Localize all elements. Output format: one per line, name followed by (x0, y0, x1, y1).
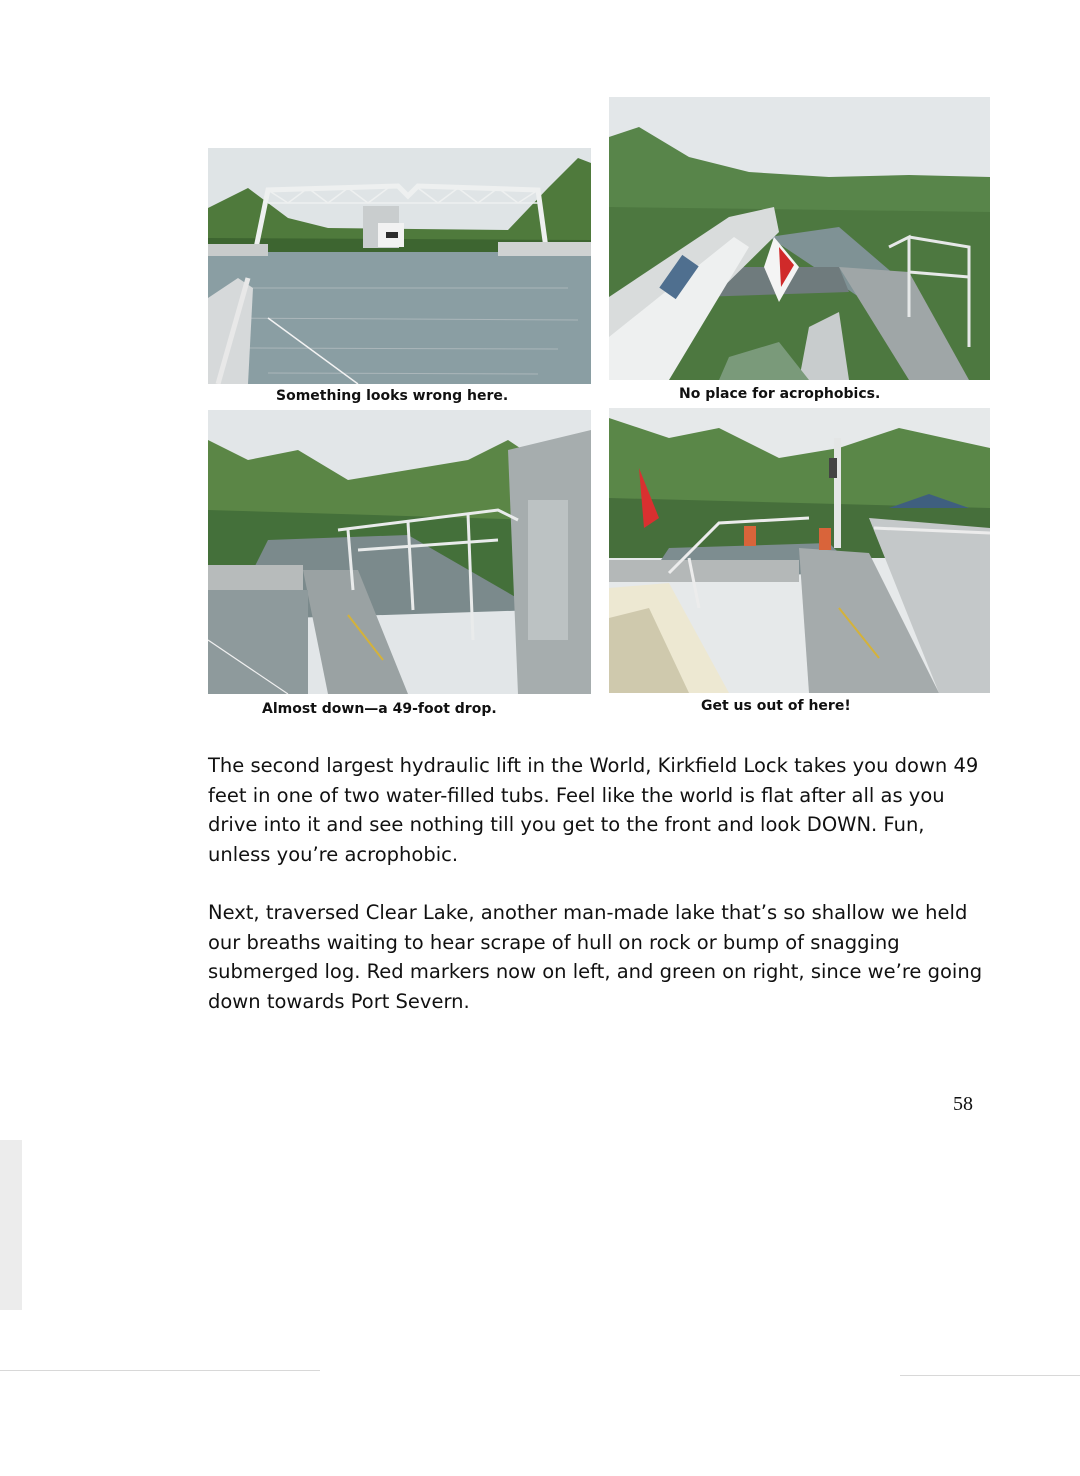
page-number: 58 (953, 1093, 973, 1115)
photo-caption: No place for acrophobics. (679, 386, 881, 402)
photo-caption: Almost down—a 49-foot drop. (262, 701, 497, 717)
almost-down-image (208, 410, 591, 694)
scan-edge-shadow (0, 1140, 22, 1310)
scan-line (0, 1370, 320, 1371)
exit-lock-image (609, 408, 990, 693)
photo-mast-over-drop (609, 97, 990, 380)
mast-over-drop-image (609, 97, 990, 380)
scan-line (900, 1375, 1080, 1376)
body-paragraph: Next, traversed Clear Lake, another man-made lake that’s so shallow we held our breaths waiting to hear scrape of hull on rock or bump of snagging submerged log. Red markers now on left, and green on right, since we’re going down towards Port Severn. (208, 901, 983, 1013)
lift-lock-tower-image (208, 148, 591, 384)
body-paragraph: The second largest hydraulic lift in the World, Kirkfield Lock takes you down 49 feet in one of two water-filled tubs. Feel like the world is flat after all as you drive into it and see nothing till you get to the front and look DOWN. Fun, unless you’re acrophobic. (208, 754, 979, 866)
photo-exit-lock (609, 408, 990, 693)
photo-caption: Something looks wrong here. (276, 388, 509, 404)
photo-almost-down (208, 410, 591, 694)
photo-lift-lock-tower (208, 148, 591, 384)
photo-caption: Get us out of here! (701, 698, 851, 714)
